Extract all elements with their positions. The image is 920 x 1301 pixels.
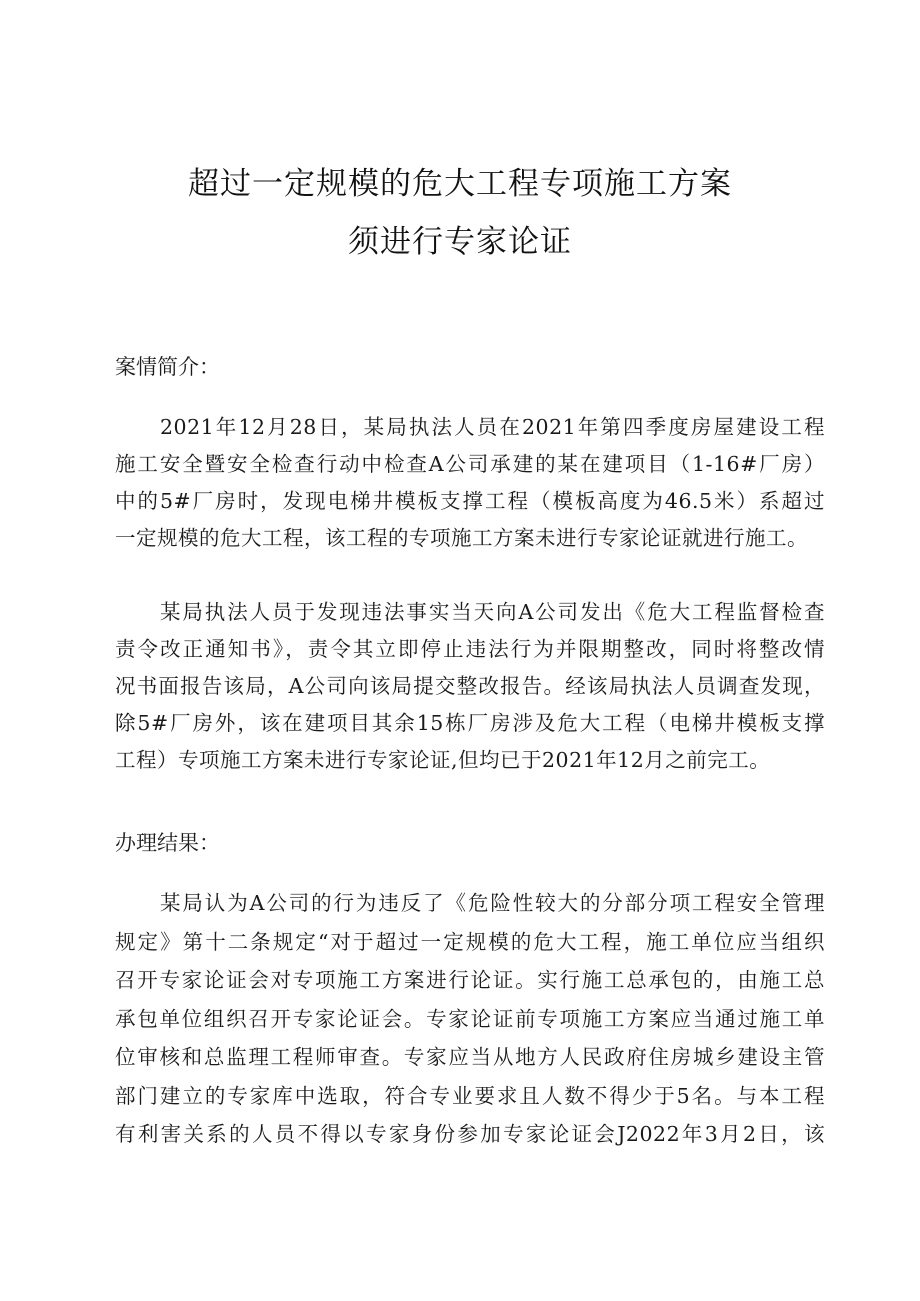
text-line: 工程）专项施工方案未进行专家论证,但均已于2021年12月之前完工。 xyxy=(115,748,771,772)
text-line: 召开专家论证会对专项施工方案进行论证。实行施工总承包的，由施工总 xyxy=(115,968,825,992)
text-line: 施工安全暨安全检查行动中检查A公司承建的某在建项目（1-16#厂房） xyxy=(115,452,825,476)
text-line: 责令改正通知书》，责令其立即停止违法行为并限期整改，同时将整改情 xyxy=(115,637,825,661)
text-line: 部门建立的专家库中选取，符合专业要求且人数不得少于5名。与本工程 xyxy=(115,1083,825,1108)
paragraph-investigation xyxy=(115,594,825,779)
text-line: 况书面报告该局，A公司向该局提交整改报告。经该局执法人员调查发现， xyxy=(115,674,825,698)
text-line: 某局认为A公司的行为违反了《危险性较大的分部分项工程安全管理 xyxy=(160,891,825,915)
text-line: 位审核和总监理工程师审查。专家应当从地方人民政府住房城乡建设主管 xyxy=(115,1045,825,1069)
section-heading-result: 办理结果： xyxy=(115,831,220,855)
paragraph-case-facts xyxy=(115,409,825,557)
text-line: 2021年12月28日，某局执法人员在2021年第四季度房屋建设工程 xyxy=(160,415,825,439)
text-line: 除5#厂房外，该在建项目其余15栋厂房涉及危大工程（电梯井模板支撑 xyxy=(115,711,825,735)
paragraph-result xyxy=(115,884,825,1154)
section-heading-case-summary: 案情简介： xyxy=(115,355,220,379)
text-line: 一定规模的危大工程，该工程的专项施工方案未进行专家论证就进行施工。 xyxy=(115,526,808,550)
text-line: 规定》第十二条规定“对于超过一定规模的危大工程，施工单位应当组织 xyxy=(115,929,825,954)
text-line: 有利害关系的人员不得以专家身份参加专家论证会J2022年3月2日，该 xyxy=(115,1122,825,1146)
document-title-line-2: 须进行专家论证 xyxy=(348,224,572,260)
text-line: 某局执法人员于发现违法事实当天向A公司发出《危大工程监督检查 xyxy=(160,600,825,624)
document-title-line-1: 超过一定规模的危大工程专项施工方案 xyxy=(188,166,732,202)
text-line: 中的5#厂房时，发现电梯井模板支撑工程（模板高度为46.5米）系超过 xyxy=(115,489,825,513)
text-line: 承包单位组织召开专家论证会。专家论证前专项施工方案应当通过施工单 xyxy=(115,1006,825,1031)
